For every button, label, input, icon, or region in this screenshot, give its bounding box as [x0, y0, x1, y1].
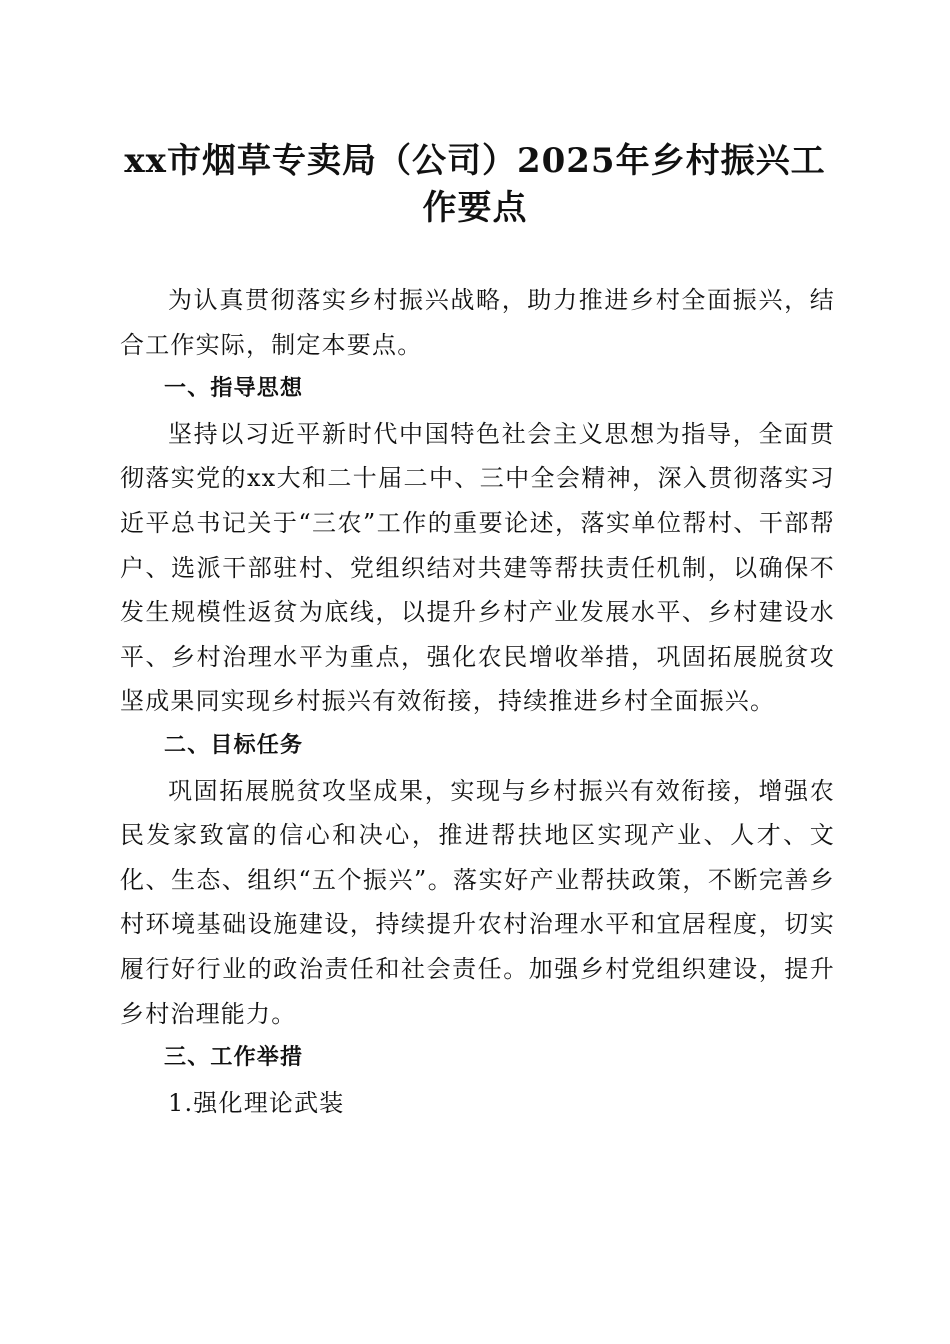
section-heading-guiding-ideology: 一、指导思想 [164, 376, 304, 402]
measure-item-1: 1.强化理论武装 [168, 1088, 345, 1117]
section-heading-measures: 三、工作举措 [164, 1045, 304, 1071]
document-title [100, 138, 850, 232]
section-body-guiding-ideology: 坚持以习近平新时代中国特色社会主义思想为指导，全面贯彻落实党的xx大和二十届二中、三中全会精神，深入贯彻落实习近平总书记关于“三农”工作的重要论述，落实单位帮村、干部帮户、选派干部驻村、党组织结对共建等帮扶责任机制，以确保不发生规模性返贫为底线，以提升乡村产业发展水平、乡村建设水平、乡村治理水平为重点，强化农民增收举措，巩固拓展脱贫攻坚成果同实现乡村振兴有效衔接，持续推进乡村全面振兴。 [120, 419, 835, 716]
title-line-1: xx市烟草专卖局（公司）2025年乡村振兴工 [124, 141, 826, 181]
section-heading-goals: 二、目标任务 [164, 732, 304, 758]
section-body-goals: 巩固拓展脱贫攻坚成果，实现与乡村振兴有效衔接，增强农民发家致富的信心和决心，推进帮扶地区实现产业、人才、文化、生态、组织“五个振兴”。落实好产业帮扶政策，不断完善乡村环境基础设施建设，持续提升农村治理水平和宜居程度，切实履行好行业的政治责任和社会责任。加强乡村党组织建设，提升乡村治理能力。 [120, 776, 835, 1028]
intro-paragraph: 为认真贯彻落实乡村振兴战略，助力推进乡村全面振兴，结合工作实际，制定本要点。 [120, 286, 835, 359]
title-line-2: 作要点 [422, 188, 528, 228]
document-body [120, 278, 835, 1125]
